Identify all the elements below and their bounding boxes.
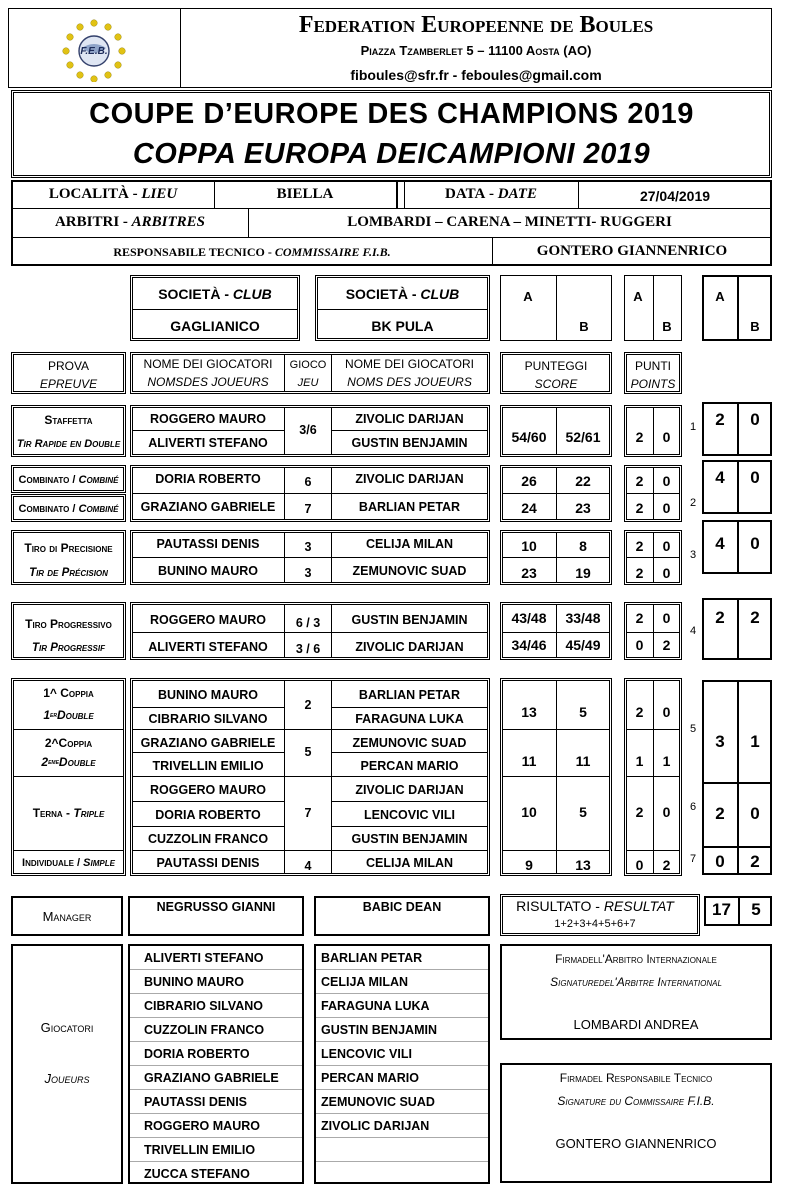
- resp-signature-line2: Signature du Commissaire F.I.B.: [557, 1094, 715, 1108]
- row-combinato-label-2: Combinato / Combiné: [11, 494, 126, 522]
- col-noms-b: NOMS DES JOUEURS: [347, 375, 472, 389]
- resp-signature-line1: Firmadel Responsabile Tecnico: [559, 1071, 713, 1085]
- individuale-player-a: PAUTASSI DENIS: [156, 856, 260, 870]
- coppia2-player-a1: GRAZIANO GABRIELE: [140, 736, 276, 750]
- row-precisione-label: Tiro di Precisione Tir de Précision: [11, 530, 126, 585]
- total-3-b: 0: [750, 534, 760, 553]
- staffetta-points-b: 0: [662, 429, 671, 445]
- combinato-gioco-2: 7: [304, 502, 312, 516]
- individuale-gioco: 4: [304, 859, 312, 873]
- coppia2-player-b1: ZEMUNOVIC SUAD: [352, 736, 467, 750]
- precisione-player-b1: CELIJA MILAN: [365, 537, 454, 551]
- coppia1-gioco: 2: [304, 698, 312, 712]
- terna-gioco: 7: [304, 806, 312, 820]
- coppia-1-sub: 1 er Double: [43, 708, 94, 722]
- list-item: PAUTASSI DENIS: [130, 1090, 302, 1114]
- list-item: BARLIAN PETAR: [316, 946, 488, 970]
- federation-email: fiboules@sfr.fr - feboules@gmail.com: [350, 67, 602, 83]
- data-value: 27/04/2019: [639, 188, 711, 204]
- list-item: CUZZOLIN FRANCO: [130, 1018, 302, 1042]
- combinato-score-a1: 26: [521, 473, 537, 489]
- list-item: ZUCCA STEFANO: [144, 1166, 250, 1181]
- progressivo-points-b1: 0: [662, 610, 671, 626]
- coppia2-player-a2: TRIVELLIN EMILIO: [152, 759, 264, 773]
- coppia1-points-b: 0: [662, 704, 671, 720]
- combinato-score-a2: 24: [521, 500, 537, 516]
- staffetta-player-a1: ROGGERO MAURO: [150, 412, 266, 426]
- terna-player-b1: ZIVOLIC DARIJAN: [355, 783, 464, 797]
- coppia1-player-b1: BARLIAN PETAR: [358, 688, 461, 702]
- title-line1: COUPE D’EUROPE DES CHAMPIONS 2019: [89, 97, 694, 130]
- arbitri-value: LOMBARDI – CARENA – MINETTI- RUGGERI: [347, 214, 672, 230]
- coppia1-player-b2: FARAGUNA LUKA: [355, 712, 464, 726]
- list-item: ROGGERO MAURO: [130, 1114, 302, 1138]
- combinato-player-a2: GRAZIANO GABRIELE: [140, 500, 276, 514]
- progressivo-points-b2: 2: [662, 637, 671, 653]
- terna-score-a: 10: [521, 804, 537, 820]
- col-score-header: PUNTEGGI SCORE: [500, 352, 612, 394]
- precisione-gioco-1: 3: [304, 540, 312, 554]
- result-formula: 1+2+3+4+5+6+7: [554, 918, 636, 930]
- list-item-empty: [316, 1162, 488, 1185]
- terna-player-a3: CUZZOLIN FRANCO: [147, 832, 269, 846]
- score-a-letter: A: [523, 288, 533, 304]
- individuale-score-a: 9: [525, 857, 533, 873]
- total-4-a: 2: [715, 608, 725, 627]
- data-label: DATA - DATE: [445, 185, 537, 202]
- coppia1-score-a: 13: [521, 704, 537, 720]
- precisione-points-b1: 0: [662, 538, 671, 554]
- precisione-points-a1: 2: [635, 538, 644, 554]
- progressivo-player-a1: ROGGERO MAURO: [150, 613, 266, 627]
- title-line2: COPPA EUROPA DEICAMPIONI 2019: [132, 137, 651, 170]
- coppia2-player-b2: PERCAN MARIO: [360, 759, 459, 773]
- manager-label: Manager: [42, 908, 92, 924]
- game-number-5: 5: [689, 723, 697, 735]
- arbitri-label: ARBITRI - ARBITRES: [54, 214, 206, 230]
- combinato-points-b1: 0: [662, 473, 671, 489]
- terna-player-b2: LENCOVIC VILI: [364, 808, 455, 822]
- staffetta-points-a: 2: [635, 429, 644, 445]
- team-a-club-label: SOCIETÀ - CLUB: [158, 286, 272, 302]
- federation-address: Piazza Tzamberlet 5 – 11100 Aosta (AO): [360, 42, 592, 58]
- team-b-name: BK PULA: [371, 318, 434, 334]
- list-item: GRAZIANO GABRIELE: [130, 1066, 302, 1090]
- logo-text: F.E.B.: [80, 45, 108, 57]
- terna-player-a2: DORIA ROBERTO: [155, 808, 261, 822]
- staffetta-score-b: 52/61: [565, 429, 601, 445]
- total-5-a: 3: [715, 732, 725, 751]
- manager-a: NEGRUSSO GIANNI: [156, 900, 276, 914]
- precisione-score-a2: 23: [521, 565, 537, 581]
- terna-points-a: 2: [635, 804, 644, 820]
- progressivo-score-b1: 33/48: [565, 610, 601, 626]
- arbitro-signature-line2: Signaturedel'Arbitre International: [550, 975, 722, 989]
- arbitro-signature-line1: Firmadell'Arbitro Internazionale: [555, 952, 717, 966]
- individuale-points-b: 2: [662, 857, 671, 873]
- points-a-letter: A: [633, 288, 643, 304]
- combinato-points-a2: 2: [635, 500, 644, 516]
- list-item: BUNINO MAURO: [130, 970, 302, 994]
- individuale-label: Individuale / Simple: [22, 857, 115, 869]
- coppia2-points-b: 1: [662, 753, 671, 769]
- precisione-player-b2: ZEMUNOVIC SUAD: [352, 564, 467, 578]
- total-2-b: 0: [750, 468, 760, 487]
- total-6-a: 2: [715, 804, 725, 823]
- localita-value: BIELLA: [276, 185, 334, 202]
- progressivo-score-b2: 45/49: [565, 637, 601, 653]
- list-item: DORIA ROBERTO: [130, 1042, 302, 1066]
- precisione-gioco-2: 3: [304, 566, 312, 580]
- precisione-points-a2: 2: [635, 565, 644, 581]
- manager-b: BABIC DEAN: [362, 900, 442, 914]
- game-number-6: 6: [689, 801, 697, 813]
- progressivo-gioco-1: 6 / 3: [295, 616, 321, 630]
- players-a-list: [130, 946, 302, 1185]
- progressivo-player-a2: ALIVERTI STEFANO: [148, 640, 268, 654]
- combinato-points-b2: 0: [662, 500, 671, 516]
- precisione-score-b2: 19: [575, 565, 591, 581]
- coppia-1-label: 1^ Coppia: [43, 686, 94, 700]
- coppia-2-sub: 2 eme Double: [41, 755, 96, 769]
- staffetta-player-b1: ZIVOLIC DARIJAN: [355, 412, 464, 426]
- col-noms-a: NOMSDES JOUEURS: [147, 375, 269, 389]
- col-jeu: JEU: [297, 377, 319, 389]
- progressivo-points-a1: 2: [635, 610, 644, 626]
- score-b-letter: B: [579, 318, 589, 334]
- result-label: RISULTATO - RESULTAT: [516, 898, 674, 914]
- team-b-club-label: SOCIETÀ - CLUB: [345, 286, 460, 302]
- combinato-points-a1: 2: [635, 473, 644, 489]
- list-item-empty: [316, 1138, 488, 1162]
- combinato-player-b2: BARLIAN PETAR: [358, 500, 461, 514]
- list-item: CELIJA MILAN: [316, 970, 488, 994]
- list-item: TRIVELLIN EMILIO: [130, 1138, 302, 1162]
- coppia2-score-b: 11: [575, 753, 591, 769]
- coppia-2-label: 2^Coppia: [44, 736, 93, 750]
- progressivo-score-a1: 43/48: [511, 610, 547, 626]
- game-number-7: 7: [689, 853, 697, 865]
- terna-score-b: 5: [579, 804, 587, 820]
- total-5-b: 1: [750, 732, 760, 751]
- result-total-b: 5: [751, 900, 761, 919]
- staffetta-score-a: 54/60: [511, 429, 547, 445]
- col-nome-a: NOME DEI GIOCATORI: [143, 357, 273, 371]
- game-number-1: 1: [689, 421, 697, 433]
- federation-name: Federation Europeenne de Boules: [298, 11, 654, 38]
- coppia1-points-a: 2: [635, 704, 644, 720]
- points-b-letter: B: [662, 318, 672, 334]
- col-points-header: PUNTI POINTS: [624, 352, 682, 394]
- terna-player-a1: ROGGERO MAURO: [150, 783, 266, 797]
- total-6-b: 0: [750, 804, 760, 823]
- players-b-list: [316, 946, 488, 1185]
- responsabile-value: GONTERO GIANNENRICO: [536, 243, 728, 259]
- coppia2-score-a: 11: [521, 753, 537, 769]
- combinato-gioco-1: 6: [304, 475, 312, 489]
- list-item: FARAGUNA LUKA: [316, 994, 488, 1018]
- players-label: Giocatori: [40, 1019, 94, 1035]
- combinato-player-b1: ZIVOLIC DARIJAN: [355, 472, 464, 486]
- total-3-a: 4: [715, 534, 725, 553]
- game-number-4: 4: [689, 625, 697, 637]
- total-4-b: 2: [750, 608, 760, 627]
- coppia2-gioco: 5: [304, 745, 312, 759]
- individuale-score-b: 13: [575, 857, 591, 873]
- resp-name: GONTERO GIANNENRICO: [555, 1135, 717, 1151]
- total-b-letter: B: [750, 318, 760, 334]
- list-item: ZEMUNOVIC SUAD: [316, 1090, 488, 1114]
- combinato-score-b2: 23: [575, 500, 591, 516]
- progressivo-score-a2: 34/46: [511, 637, 547, 653]
- arbitro-name: LOMBARDI ANDREA: [573, 1016, 699, 1032]
- precisione-points-b2: 0: [662, 565, 671, 581]
- total-2-a: 4: [715, 468, 725, 487]
- terna-label: Terna - Triple: [32, 806, 105, 820]
- localita-label: LOCALITÀ - LIEU: [48, 185, 178, 202]
- list-item: LENCOVIC VILI: [316, 1042, 488, 1066]
- terna-points-b: 0: [662, 804, 671, 820]
- precisione-score-b1: 8: [579, 538, 587, 554]
- feb-logo: [58, 18, 130, 82]
- combinato-score-b1: 22: [575, 473, 591, 489]
- terna-player-b3: GUSTIN BENJAMIN: [351, 832, 468, 846]
- row-combinato-label-1: Combinato / Combiné: [11, 465, 126, 493]
- coppia1-score-b: 5: [579, 704, 587, 720]
- game-number-2: 2: [689, 497, 697, 509]
- total-7-b: 2: [750, 852, 760, 871]
- players-label-box: [11, 944, 123, 1184]
- staffetta-gioco: 3/6: [299, 423, 317, 437]
- individuale-points-a: 0: [635, 857, 644, 873]
- coppia2-points-a: 1: [635, 753, 644, 769]
- total-a-letter: A: [715, 288, 725, 304]
- individuale-player-b: CELIJA MILAN: [365, 856, 454, 870]
- progressivo-player-b2: ZIVOLIC DARIJAN: [355, 640, 464, 654]
- row-staffetta-label: Staffetta Tir Rapide en Double: [11, 405, 126, 457]
- result-total-a: 17: [712, 900, 731, 919]
- list-item: ZIVOLIC DARIJAN: [316, 1114, 488, 1138]
- list-item: PERCAN MARIO: [316, 1066, 488, 1090]
- list-item: CIBRARIO SILVANO: [130, 994, 302, 1018]
- players-label-fr: Joueurs: [44, 1070, 90, 1086]
- col-prova-header: PROVA EPREUVE: [11, 352, 126, 394]
- coppia1-player-a2: CIBRARIO SILVANO: [148, 712, 268, 726]
- col-gioco: GIOCO: [289, 359, 327, 371]
- precisione-player-a1: PAUTASSI DENIS: [156, 537, 260, 551]
- list-item: GUSTIN BENJAMIN: [316, 1018, 488, 1042]
- total-1-a: 2: [715, 410, 725, 429]
- total-1-b: 0: [750, 410, 760, 429]
- coppia1-player-a1: BUNINO MAURO: [158, 688, 258, 702]
- combinato-player-a1: DORIA ROBERTO: [155, 472, 261, 486]
- row-progressivo-label: Tiro Progressivo Tir Progressif: [11, 602, 126, 660]
- staffetta-player-b2: GUSTIN BENJAMIN: [351, 436, 468, 450]
- game-number-3: 3: [689, 549, 697, 561]
- progressivo-gioco-2: 3 / 6: [295, 642, 321, 656]
- progressivo-points-a2: 0: [635, 637, 644, 653]
- total-7-a: 0: [715, 852, 725, 871]
- staffetta-player-a2: ALIVERTI STEFANO: [148, 436, 268, 450]
- col-nome-b: NOME DEI GIOCATORI: [345, 357, 474, 371]
- team-a-name: GAGLIANICO: [170, 318, 260, 334]
- responsabile-label: RESPONSABILE TECNICO - COMMISSAIRE F.I.B.: [113, 245, 391, 259]
- precisione-score-a1: 10: [521, 538, 537, 554]
- list-item: ALIVERTI STEFANO: [130, 946, 302, 970]
- progressivo-player-b1: GUSTIN BENJAMIN: [351, 613, 468, 627]
- precisione-player-a2: BUNINO MAURO: [158, 564, 258, 578]
